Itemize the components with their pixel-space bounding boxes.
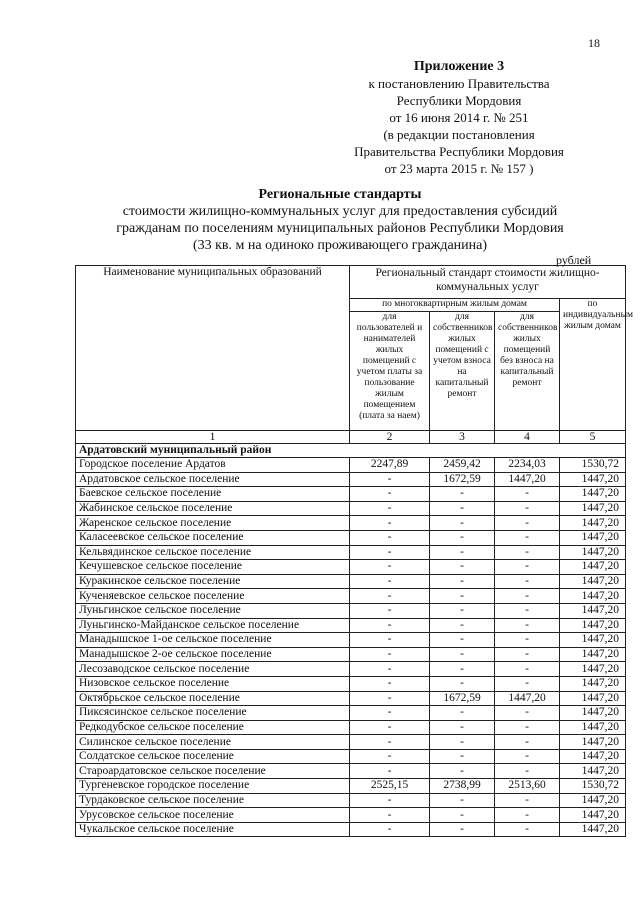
- value-users: -: [350, 822, 430, 837]
- value-individual: 1447,20: [560, 516, 626, 531]
- table-row: [76, 808, 626, 823]
- column-number: 5: [560, 431, 626, 444]
- value-users: -: [350, 545, 430, 560]
- table-row: [76, 530, 626, 545]
- document-header: [334, 58, 584, 177]
- settlement-name: Луньгинское сельское поселение: [76, 603, 350, 618]
- settlement-name: Каласеевское сельское поселение: [76, 530, 350, 545]
- column-number: 4: [495, 431, 560, 444]
- value-owners-without-fee: -: [495, 647, 560, 662]
- table-row: [76, 822, 626, 837]
- value-users: -: [350, 560, 430, 575]
- value-owners-without-fee: -: [495, 560, 560, 575]
- header-line: от 16 июня 2014 г. № 251: [389, 110, 529, 125]
- table-row: [76, 720, 626, 735]
- value-owners-without-fee: -: [495, 706, 560, 721]
- value-users: -: [350, 793, 430, 808]
- table-row: [76, 487, 626, 502]
- table-row: [76, 691, 626, 706]
- value-owners-with-fee: -: [430, 633, 495, 648]
- table-row: [76, 603, 626, 618]
- value-users: -: [350, 808, 430, 823]
- value-individual: 1447,20: [560, 662, 626, 677]
- table-row: [76, 749, 626, 764]
- page-number: 18: [588, 36, 600, 50]
- table-row: [76, 764, 626, 779]
- value-owners-with-fee: -: [430, 706, 495, 721]
- value-owners-with-fee: 2738,99: [430, 779, 495, 794]
- value-owners-without-fee: -: [495, 574, 560, 589]
- value-users: -: [350, 530, 430, 545]
- table-row: [76, 574, 626, 589]
- settlement-name: Луньгинско-Майданское сельское поселение: [76, 618, 350, 633]
- table-row: [76, 735, 626, 750]
- value-users: -: [350, 691, 430, 706]
- settlement-name: Тургеневское городское поселение: [76, 779, 350, 794]
- value-owners-with-fee: -: [430, 574, 495, 589]
- value-users: -: [350, 647, 430, 662]
- value-owners-with-fee: -: [430, 589, 495, 604]
- value-users: -: [350, 501, 430, 516]
- value-owners-without-fee: -: [495, 808, 560, 823]
- settlement-name: Урусовское сельское поселение: [76, 808, 350, 823]
- header-line: Правительства Республики Мордовия: [354, 144, 564, 159]
- value-owners-with-fee: -: [430, 647, 495, 662]
- value-owners-without-fee: -: [495, 822, 560, 837]
- value-users: -: [350, 487, 430, 502]
- value-individual: 1447,20: [560, 501, 626, 516]
- settlement-name: Кельвядинское сельское поселение: [76, 545, 350, 560]
- value-individual: 1447,20: [560, 749, 626, 764]
- table-row: [76, 779, 626, 794]
- value-individual: 1447,20: [560, 822, 626, 837]
- value-individual: 1447,20: [560, 720, 626, 735]
- value-owners-with-fee: 2459,42: [430, 458, 495, 473]
- value-individual: 1447,20: [560, 618, 626, 633]
- value-users: -: [350, 720, 430, 735]
- header-line: Республики Мордовия: [396, 93, 522, 108]
- value-individual: 1447,20: [560, 530, 626, 545]
- value-users: -: [350, 764, 430, 779]
- table-row: [76, 501, 626, 516]
- value-individual: 1447,20: [560, 764, 626, 779]
- value-owners-without-fee: -: [495, 764, 560, 779]
- value-owners-with-fee: -: [430, 560, 495, 575]
- value-individual: 1447,20: [560, 603, 626, 618]
- value-individual: 1447,20: [560, 808, 626, 823]
- table-row: [76, 516, 626, 531]
- value-individual: 1447,20: [560, 545, 626, 560]
- value-individual: 1447,20: [560, 793, 626, 808]
- value-individual: 1447,20: [560, 691, 626, 706]
- value-owners-with-fee: 1672,59: [430, 472, 495, 487]
- value-users: -: [350, 749, 430, 764]
- settlement-name: Ардатовское сельское поселение: [76, 472, 350, 487]
- value-owners-without-fee: -: [495, 487, 560, 502]
- value-owners-with-fee: -: [430, 735, 495, 750]
- title-line: гражданам по поселениям муниципальных районов Республики Мордовия: [116, 221, 564, 236]
- value-owners-without-fee: 1447,20: [495, 691, 560, 706]
- settlement-name: Жабинское сельское поселение: [76, 501, 350, 516]
- value-owners-without-fee: -: [495, 589, 560, 604]
- value-owners-with-fee: -: [430, 487, 495, 502]
- settlement-name: Солдатское сельское поселение: [76, 749, 350, 764]
- value-users: -: [350, 516, 430, 531]
- value-owners-without-fee: -: [495, 720, 560, 735]
- value-owners-without-fee: 1447,20: [495, 472, 560, 487]
- title-main: Региональные стандарты: [258, 187, 422, 202]
- value-owners-without-fee: -: [495, 676, 560, 691]
- table-row: [76, 633, 626, 648]
- value-owners-with-fee: -: [430, 516, 495, 531]
- value-individual: 1447,20: [560, 633, 626, 648]
- col-header-mkd: по многоквартирным жилым домам: [350, 299, 560, 312]
- table-row: [76, 545, 626, 560]
- table-row: [76, 560, 626, 575]
- appendix-label: Приложение 3: [413, 59, 505, 74]
- col-header-name: Наименование муниципальных образований: [76, 266, 350, 431]
- value-users: -: [350, 589, 430, 604]
- value-individual: 1447,20: [560, 647, 626, 662]
- col-header-owners-without-fee: для собственников жилых помещений без взноса на капитальный ремонт: [495, 312, 560, 431]
- currency-unit: рублей: [556, 253, 592, 267]
- value-users: 2525,15: [350, 779, 430, 794]
- value-individual: 1530,72: [560, 779, 626, 794]
- header-line: к постановлению Правительства: [368, 76, 550, 91]
- value-owners-with-fee: -: [430, 530, 495, 545]
- value-individual: 1530,72: [560, 458, 626, 473]
- col-header-individual: по индивидуальным жилым домам: [560, 299, 626, 431]
- value-owners-without-fee: -: [495, 545, 560, 560]
- value-owners-without-fee: -: [495, 501, 560, 516]
- column-number: 2: [350, 431, 430, 444]
- value-owners-without-fee: -: [495, 530, 560, 545]
- value-owners-with-fee: -: [430, 793, 495, 808]
- settlement-name: Городское поселение Ардатов: [76, 458, 350, 473]
- column-number: 3: [430, 431, 495, 444]
- table-row: [76, 647, 626, 662]
- title-line: стоимости жилищно-коммунальных услуг для предоставления субсидий: [122, 204, 558, 219]
- settlement-name: Манадышское 2-ое сельское поселение: [76, 647, 350, 662]
- table-row: [76, 676, 626, 691]
- title-line: (33 кв. м на одиноко проживающего гражданина): [192, 238, 488, 253]
- region-name: Ардатовский муниципальный район: [76, 444, 626, 458]
- value-owners-without-fee: -: [495, 603, 560, 618]
- region-row: [76, 444, 626, 458]
- settlement-name: Редкодубское сельское поселение: [76, 720, 350, 735]
- settlement-name: Староардатовское сельское поселение: [76, 764, 350, 779]
- table-row: [76, 618, 626, 633]
- settlement-name: Пиксясинское сельское поселение: [76, 706, 350, 721]
- value-owners-with-fee: -: [430, 749, 495, 764]
- value-users: -: [350, 633, 430, 648]
- value-owners-without-fee: 2513,60: [495, 779, 560, 794]
- settlement-name: Куракинское сельское поселение: [76, 574, 350, 589]
- settlement-name: Низовское сельское поселение: [76, 676, 350, 691]
- value-users: -: [350, 676, 430, 691]
- value-users: -: [350, 472, 430, 487]
- settlement-name: Октябрьское сельское поселение: [76, 691, 350, 706]
- settlement-name: Кученяевское сельское поселение: [76, 589, 350, 604]
- column-number-row: [76, 431, 626, 444]
- value-owners-without-fee: -: [495, 633, 560, 648]
- value-individual: 1447,20: [560, 472, 626, 487]
- value-owners-with-fee: 1672,59: [430, 691, 495, 706]
- value-users: 2247,89: [350, 458, 430, 473]
- table-row: [76, 472, 626, 487]
- value-users: -: [350, 662, 430, 677]
- value-owners-without-fee: -: [495, 662, 560, 677]
- table-body: [76, 458, 626, 837]
- settlement-name: Турдаковское сельское поселение: [76, 793, 350, 808]
- col-header-users: для пользователей и нанимателей жилых помещений с учетом платы за пользование жилым помещением (плата за наем): [350, 312, 430, 431]
- value-owners-without-fee: -: [495, 735, 560, 750]
- value-owners-without-fee: 2234,03: [495, 458, 560, 473]
- value-individual: 1447,20: [560, 560, 626, 575]
- value-owners-without-fee: -: [495, 618, 560, 633]
- settlement-name: Жаренское сельское поселение: [76, 516, 350, 531]
- table-row: [76, 589, 626, 604]
- value-individual: 1447,20: [560, 589, 626, 604]
- value-owners-with-fee: -: [430, 822, 495, 837]
- value-owners-with-fee: -: [430, 676, 495, 691]
- value-owners-with-fee: -: [430, 618, 495, 633]
- value-individual: 1447,20: [560, 574, 626, 589]
- value-owners-with-fee: -: [430, 662, 495, 677]
- header-line: (в редакции постановления: [383, 127, 535, 142]
- settlement-name: Силинское сельское поселение: [76, 735, 350, 750]
- document-title: [60, 186, 620, 254]
- standards-table: [75, 265, 633, 837]
- value-owners-with-fee: -: [430, 808, 495, 823]
- value-individual: 1447,20: [560, 735, 626, 750]
- col-header-owners-with-fee: для собственников жилых помещений с учетом взноса на капитальный ремонт: [430, 312, 495, 431]
- table-row: [76, 662, 626, 677]
- table-row: [76, 458, 626, 473]
- value-users: -: [350, 735, 430, 750]
- settlement-name: Кечушевское сельское поселение: [76, 560, 350, 575]
- value-users: -: [350, 603, 430, 618]
- column-number: 1: [76, 431, 350, 444]
- settlement-name: Лесозаводское сельское поселение: [76, 662, 350, 677]
- value-owners-with-fee: -: [430, 764, 495, 779]
- value-individual: 1447,20: [560, 487, 626, 502]
- value-owners-without-fee: -: [495, 793, 560, 808]
- value-users: -: [350, 618, 430, 633]
- value-owners-without-fee: -: [495, 516, 560, 531]
- settlement-name: Манадышское 1-ое сельское поселение: [76, 633, 350, 648]
- value-users: -: [350, 706, 430, 721]
- value-owners-with-fee: -: [430, 545, 495, 560]
- value-owners-with-fee: -: [430, 720, 495, 735]
- value-owners-with-fee: -: [430, 501, 495, 516]
- value-owners-without-fee: -: [495, 749, 560, 764]
- value-users: -: [350, 574, 430, 589]
- settlement-name: Баевское сельское поселение: [76, 487, 350, 502]
- table-row: [76, 706, 626, 721]
- value-individual: 1447,20: [560, 676, 626, 691]
- value-individual: 1447,20: [560, 706, 626, 721]
- settlement-name: Чукальское сельское поселение: [76, 822, 350, 837]
- value-owners-with-fee: -: [430, 603, 495, 618]
- table-row: [76, 793, 626, 808]
- header-line: от 23 марта 2015 г. № 157 ): [384, 161, 534, 176]
- col-header-group: Региональный стандарт стоимости жилищно-коммунальных услуг: [350, 266, 626, 299]
